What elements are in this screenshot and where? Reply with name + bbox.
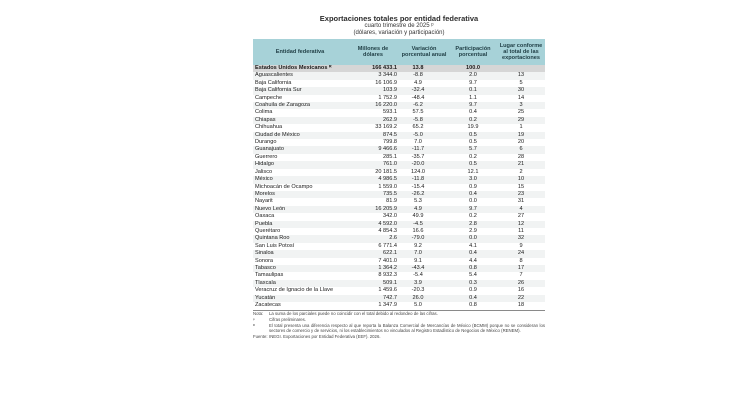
entity-name-cell: Querétaro: [255, 227, 281, 234]
millions-cell: 285.1: [383, 153, 397, 160]
rank-cell: 6: [497, 146, 545, 153]
participation-cell: 2.9: [469, 227, 477, 234]
rank-cell: 32: [497, 235, 545, 242]
millions-cell: 3 344.0: [347, 72, 399, 79]
table-row: [253, 139, 545, 146]
entity-name-cell: Guerrero: [255, 153, 278, 160]
header-rank: Lugar conforme al total de las exportaciones: [497, 39, 545, 65]
rank-cell: 13: [497, 72, 545, 79]
variation-cell: -20.3: [411, 287, 425, 294]
millions-cell: 1 459.6: [378, 287, 397, 294]
variation-cell: -5.4: [413, 272, 423, 279]
total-participation: 100.0: [449, 65, 497, 72]
variation-cell: -8.8: [399, 72, 449, 79]
participation-cell: 0.4: [469, 109, 477, 116]
note-text: INEGI. Exportaciones por Entidad Federativa (EEF). 2026.: [269, 333, 381, 339]
millions-cell: 8 932.3: [378, 272, 397, 279]
table-row: [253, 109, 545, 116]
millions-cell: 2.6: [347, 235, 399, 242]
entity-name-cell: Jalisco: [255, 168, 273, 175]
participation-cell: 2.8: [449, 221, 497, 228]
millions-cell: 735.5: [347, 191, 399, 198]
table-row: [253, 287, 545, 294]
participation-cell: 0.2: [469, 213, 477, 220]
variation-cell: 3.9: [399, 280, 449, 287]
participation-cell: 4.1: [469, 242, 477, 249]
entity-name-cell: Zacatecas: [255, 302, 281, 308]
rank-cell: 22: [497, 295, 545, 302]
participation-cell: 0.4: [449, 191, 497, 198]
entity-name-cell: Yucatán: [253, 295, 347, 302]
rank-cell: 25: [517, 109, 525, 116]
participation-cell: 19.9: [467, 124, 479, 131]
note-text: Cifras preliminares.: [269, 317, 307, 322]
entity-name-cell: Tlaxcala: [253, 280, 347, 287]
entity-name-cell: Guanajuato: [253, 146, 347, 153]
variation-cell: -6.2: [399, 102, 449, 109]
participation-cell: 5.4: [469, 272, 477, 279]
table-row: [253, 169, 545, 176]
rank-cell: 11: [518, 227, 524, 234]
table-row: [253, 243, 545, 250]
table-row: [253, 80, 545, 87]
table-row: [253, 124, 545, 131]
table-row: [253, 250, 545, 257]
table-row: [253, 235, 545, 242]
entity-name-cell: Baja California: [255, 79, 292, 86]
table-row: [253, 87, 545, 94]
millions-cell: 509.1: [347, 280, 399, 287]
participation-cell: 9.7: [449, 206, 497, 213]
millions-cell: 9 466.6: [347, 146, 399, 153]
header-millions: Millones de dólares: [347, 39, 399, 65]
entity-name-cell: Nuevo León: [253, 206, 347, 213]
entity-name-cell: Baja California Sur: [253, 87, 347, 94]
variation-cell: 9.2: [414, 242, 422, 249]
participation-cell: 0.2: [449, 117, 497, 124]
table-row: [253, 272, 545, 279]
rank-cell: 23: [497, 191, 545, 198]
participation-cell: 0.9: [469, 183, 477, 190]
participation-cell: 0.8: [469, 302, 477, 308]
millions-cell: 622.1: [347, 250, 399, 257]
entity-name-cell: Coahuila de Zaragoza: [253, 102, 347, 109]
millions-cell: 799.8: [383, 139, 397, 146]
variation-cell: -20.0: [399, 161, 449, 168]
participation-cell: 0.9: [469, 287, 477, 294]
millions-cell: 16 220.0: [347, 102, 399, 109]
table-notes: [253, 310, 545, 339]
millions-cell: 20 181.5: [375, 168, 397, 175]
rank-cell: 20: [517, 139, 525, 146]
table-row: [253, 295, 545, 302]
participation-cell: 0.0: [449, 235, 497, 242]
note-label: Nota:: [253, 311, 264, 317]
millions-cell: 6 771.4: [378, 242, 397, 249]
entity-name-cell: Colima: [255, 109, 273, 116]
entity-name-cell: Durango: [255, 139, 277, 146]
document: [253, 14, 545, 339]
variation-cell: -4.5: [399, 221, 449, 228]
variation-cell: -35.7: [411, 153, 425, 160]
entity-name-cell: Chiapas: [253, 117, 347, 124]
millions-cell: 7 401.0: [378, 257, 397, 264]
rank-cell: 17: [497, 265, 545, 272]
participation-cell: 1.1: [469, 94, 477, 101]
table-row: [253, 265, 545, 272]
table-row: [253, 176, 545, 183]
header-entity: Entidad federativa: [253, 39, 347, 65]
entity-name-cell: Oaxaca: [255, 213, 275, 220]
millions-cell: 33 169.2: [375, 124, 397, 131]
millions-cell: 874.5: [347, 132, 399, 139]
millions-cell: 4 592.0: [347, 221, 399, 228]
rank-cell: 27: [517, 213, 525, 220]
table-row: [253, 117, 545, 124]
entity-name-cell: Quintana Roo: [253, 235, 347, 242]
rank-cell: 24: [497, 250, 545, 257]
rank-cell: 14: [517, 94, 525, 101]
variation-cell: 124.0: [411, 168, 425, 175]
millions-cell: 16 205.9: [347, 206, 399, 213]
variation-cell: -26.2: [399, 191, 449, 198]
table-row: [253, 280, 545, 287]
participation-cell: 0.1: [449, 87, 497, 94]
millions-cell: 1 559.0: [378, 183, 397, 190]
participation-cell: 0.4: [449, 250, 497, 257]
variation-cell: -11.7: [399, 146, 449, 153]
variation-cell: 9.1: [414, 257, 422, 264]
participation-cell: 0.5: [449, 132, 497, 139]
entity-name-cell: Aguascalientes: [253, 72, 347, 79]
table-row: [253, 161, 545, 168]
rank-cell: 26: [497, 280, 545, 287]
millions-cell: 4 854.3: [378, 227, 397, 234]
participation-cell: 0.4: [449, 295, 497, 302]
variation-cell: 26.0: [399, 295, 449, 302]
variation-cell: 5.3: [414, 198, 422, 205]
participation-cell: 0.2: [469, 153, 477, 160]
rank-cell: 5: [519, 79, 523, 86]
table-row: [253, 191, 545, 198]
rank-cell: 4: [497, 206, 545, 213]
total-variation: 13.8: [399, 65, 449, 72]
variation-cell: 49.9: [412, 213, 424, 220]
table-row: [253, 221, 545, 228]
rank-cell: 10: [497, 176, 545, 183]
variation-cell: 7.0: [399, 250, 449, 257]
table-row: [253, 184, 545, 191]
rank-cell: 18: [517, 302, 525, 308]
rank-cell: 31: [517, 198, 525, 205]
table-title: Exportaciones totales por entidad federativa: [319, 14, 479, 23]
variation-cell: -15.4: [411, 183, 425, 190]
total-rank: [497, 65, 545, 72]
rank-cell: 12: [497, 221, 545, 228]
millions-cell: 1 364.2: [347, 265, 399, 272]
rank-cell: 8: [519, 257, 523, 264]
rank-cell: 1: [519, 124, 523, 131]
variation-cell: 5.0: [414, 302, 422, 308]
entity-name-cell: Morelos: [253, 191, 347, 198]
participation-cell: 5.7: [449, 146, 497, 153]
table-row: [253, 228, 545, 235]
entity-name-cell: Campeche: [255, 94, 283, 101]
millions-cell: 742.7: [347, 295, 399, 302]
rank-cell: 30: [497, 87, 545, 94]
variation-cell: 57.5: [412, 109, 424, 116]
table-row: [253, 154, 545, 161]
entity-name-cell: Tabasco: [253, 265, 347, 272]
exports-table: [253, 39, 545, 309]
rank-cell: 28: [517, 153, 525, 160]
millions-cell: 342.0: [383, 213, 397, 220]
participation-cell: 3.0: [449, 176, 497, 183]
entity-name-cell: Michoacán de Ocampo: [255, 183, 313, 190]
total-row: [253, 65, 545, 72]
millions-cell: 593.1: [383, 109, 397, 116]
participation-cell: 4.4: [469, 257, 477, 264]
variation-cell: -43.4: [399, 265, 449, 272]
note-item: [253, 323, 545, 334]
millions-cell: 761.0: [347, 161, 399, 168]
note-label: Fuente:: [253, 333, 268, 339]
table-row: [253, 302, 545, 309]
table-row: [253, 198, 545, 205]
participation-cell: 0.5: [449, 161, 497, 168]
millions-cell: 1 752.9: [378, 94, 397, 101]
millions-cell: 262.9: [347, 117, 399, 124]
rank-cell: 16: [517, 287, 525, 294]
millions-cell: 103.9: [347, 87, 399, 94]
variation-cell: 4.9: [414, 79, 422, 86]
header-variation: Variación porcentual anual: [399, 39, 449, 65]
variation-cell: 65.2: [412, 124, 424, 131]
note-item: [253, 334, 545, 340]
note-label: ᴿ: [253, 322, 255, 328]
table-row: [253, 146, 545, 153]
entity-name-cell: Ciudad de México: [253, 132, 347, 139]
rank-cell: 29: [497, 117, 545, 124]
rank-cell: 15: [517, 183, 525, 190]
millions-cell: 4 986.5: [347, 176, 399, 183]
note-text: El total presenta una diferencia respecto al que reporta la Balanza Comercial de Mercancías de México (BCMM) porque no se consideran los sectores de comercio y de servicios, ni los establecimientos no vinculados al Registro Estadístico de Negocios de México (RENEM).: [269, 322, 545, 334]
variation-cell: -5.0: [399, 132, 449, 139]
rank-cell: 3: [497, 102, 545, 109]
entity-name-cell: San Luis Potosí: [255, 242, 295, 249]
participation-cell: 12.1: [467, 168, 479, 175]
table-row: [253, 132, 545, 139]
header-participation: Participación porcentual: [449, 39, 497, 65]
entity-name-cell: Sonora: [255, 257, 274, 264]
table-row: [253, 206, 545, 213]
participation-cell: 0.8: [449, 265, 497, 272]
note-label: ᵖ: [253, 317, 255, 322]
table-row: [253, 258, 545, 265]
variation-cell: 4.9: [399, 206, 449, 213]
entity-name-cell: Chihuahua: [255, 124, 283, 131]
entity-name-cell: Puebla: [253, 221, 347, 228]
table-row: [253, 72, 545, 79]
variation-cell: -5.8: [399, 117, 449, 124]
total-name: Estados Unidos Mexicanos ᴿ: [253, 65, 347, 72]
table-row: [253, 95, 545, 102]
note-text: La suma de los parciales puede no coincidir con el total debido al redondeo de las cifras.: [269, 311, 438, 317]
participation-cell: 9.7: [469, 79, 477, 86]
variation-cell: -32.4: [399, 87, 449, 94]
variation-cell: 16.6: [412, 227, 424, 234]
variation-cell: -48.4: [411, 94, 425, 101]
table-subtitle-units: (dólares, variación y participación): [353, 30, 445, 36]
rank-cell: 19: [497, 132, 545, 139]
rank-cell: 2: [519, 168, 523, 175]
participation-cell: 0.0: [469, 198, 477, 205]
millions-cell: 81.9: [386, 198, 397, 205]
entity-name-cell: Nayarit: [255, 198, 273, 205]
rank-cell: 9: [519, 242, 523, 249]
millions-cell: 1 347.9: [378, 302, 397, 308]
rank-cell: 7: [519, 272, 523, 279]
table-header-row: [253, 39, 545, 65]
entity-name-cell: Veracruz de Ignacio de la Llave: [255, 287, 334, 294]
variation-cell: -79.0: [399, 235, 449, 242]
participation-cell: 9.7: [449, 102, 497, 109]
participation-cell: 2.0: [449, 72, 497, 79]
entity-name-cell: Tamaulipas: [255, 272, 284, 279]
millions-cell: 16 106.9: [375, 79, 397, 86]
participation-cell: 0.3: [449, 280, 497, 287]
table-subtitle-period: cuarto trimestre de 2025 ᵖ: [364, 23, 434, 29]
table-row: [253, 102, 545, 109]
total-millions: 166 433.1: [347, 65, 399, 72]
table-row: [253, 213, 545, 220]
rank-cell: 21: [497, 161, 545, 168]
variation-cell: -11.8: [399, 176, 449, 183]
entity-name-cell: Sinaloa: [253, 250, 347, 257]
participation-cell: 0.5: [469, 139, 477, 146]
variation-cell: 7.0: [414, 139, 422, 146]
entity-name-cell: México: [253, 176, 347, 183]
entity-name-cell: Hidalgo: [253, 161, 347, 168]
